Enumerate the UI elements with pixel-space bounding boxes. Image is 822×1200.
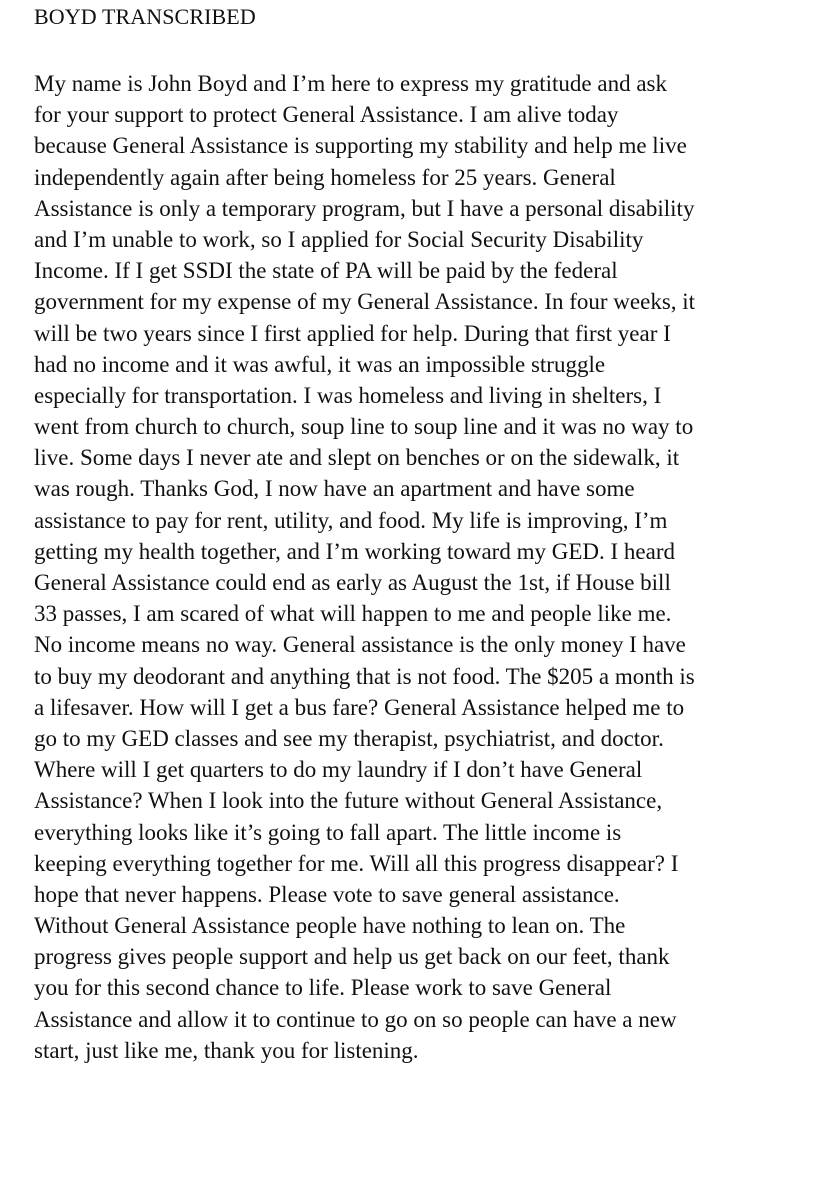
body-text-line: went from church to church, soup line to soup line and it was no way to <box>34 414 694 440</box>
body-text-line: go to my GED classes and see my therapist, psychiatrist, and doctor. <box>34 725 664 751</box>
body-text-line: keeping everything together for me. Will all this progress disappear? I <box>34 850 679 876</box>
body-text-line: government for my expense of my General Assistance. In four weeks, it <box>34 289 696 315</box>
document-body <box>34 68 814 1066</box>
body-text-line: you for this second chance to life. Please work to save General <box>34 975 612 1001</box>
body-text-line: for your support to protect General Assistance. I am alive today <box>34 102 619 128</box>
body-text-line: live. Some days I never ate and slept on benches or on the sidewalk, it <box>34 445 680 471</box>
body-text-line: General Assistance could end as early as August the 1st, if House bill <box>34 570 671 595</box>
body-text-line: had no income and it was awful, it was an impossible struggle <box>34 351 606 377</box>
body-text-line: and I’m unable to work, so I applied for Social Security Disability <box>34 226 644 252</box>
body-text-line: to buy my deodorant and anything that is not food. The $205 a month is <box>34 663 695 689</box>
body-text-line: Without General Assistance people have nothing to lean on. The <box>34 913 626 939</box>
body-text-line: Where will I get quarters to do my laundry if I don’t have General <box>34 757 643 783</box>
body-text-line: progress gives people support and help us get back on our feet, thank <box>34 944 670 970</box>
body-text-line: because General Assistance is supporting my stability and help me live <box>34 133 687 159</box>
document-title: BOYD TRANSCRIBED <box>34 4 256 29</box>
body-text-line: assistance to pay for rent, utility, and food. My life is improving, I’m <box>34 507 668 533</box>
body-text-line: My name is John Boyd and I’m here to express my gratitude and ask <box>34 71 668 96</box>
body-text-line: everything looks like it’s going to fall apart. The little income is <box>34 819 622 845</box>
body-text-line: Income. If I get SSDI the state of PA will be paid by the federal <box>34 258 618 284</box>
body-text-line: 33 passes, I am scared of what will happen to me and people like me. <box>34 601 672 627</box>
body-text-line: independently again after being homeless for 25 years. General <box>34 164 616 190</box>
body-text-line: start, just like me, thank you for listening. <box>34 1037 419 1063</box>
body-text-line: a lifesaver. How will I get a bus fare? General Assistance helped me to <box>34 694 685 720</box>
body-text-line: Assistance and allow it to continue to go on so people can have a new <box>34 1006 677 1032</box>
body-text-line: Assistance? When I look into the future without General Assistance, <box>34 788 663 814</box>
body-text-line: was rough. Thanks God, I now have an apartment and have some <box>34 476 635 502</box>
body-text-line: especially for transportation. I was homeless and living in shelters, I <box>34 382 662 408</box>
body-text-line: No income means no way. General assistance is the only money I have <box>34 632 686 658</box>
body-text-line: will be two years since I first applied for help. During that first year I <box>34 320 671 346</box>
body-text-line: Assistance is only a temporary program, but I have a personal disability <box>34 195 695 221</box>
body-text-line: getting my health together, and I’m working toward my GED. I heard <box>34 538 675 564</box>
body-text-line: hope that never happens. Please vote to save general assistance. <box>34 881 620 907</box>
